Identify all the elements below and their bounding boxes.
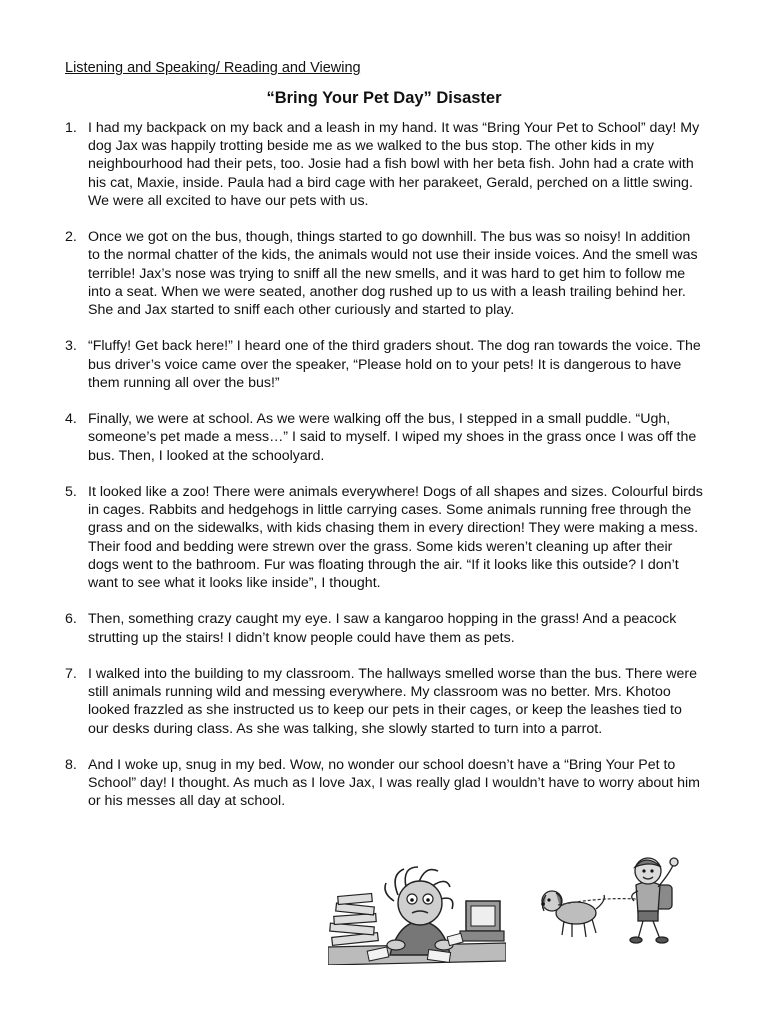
story-paragraph-8 bbox=[65, 756, 705, 811]
paragraph-number: 8. bbox=[65, 757, 77, 773]
paragraph-number: 6. bbox=[65, 611, 77, 628]
paragraph-number: 4. bbox=[65, 411, 77, 428]
paragraph-text: It looked like a zoo! There were animals everywhere! Dogs of all shapes and sizes. Colourful birds in cages. Rabbits and hedgehogs in little carrying cases. Some animals running free through the grass and on the sidewalks, with kids chasing them in every direction! They were making a mess. Their food and bedding were strewn over the grass. Some kids weren’t cleaning up after their dogs went to the bathroom. Fur was floating through the air. “If it looks like this outside? I don’t want to see what it looks like inside”, I thought. bbox=[88, 484, 703, 592]
boy-walking-dog-icon bbox=[540, 855, 690, 945]
story-paragraph-5 bbox=[65, 483, 705, 592]
story-paragraph-2 bbox=[65, 228, 705, 319]
paragraph-text: “Fluffy! Get back here!” I heard one of the third graders shout. The dog ran towards the voice. The bus driver’s voice came over the speaker, “Please hold on to your pets! It is dangerous to have them running all over the bus!” bbox=[88, 338, 701, 391]
paragraph-number: 5. bbox=[65, 484, 77, 500]
frazzled-person-at-desk-icon bbox=[328, 865, 506, 965]
paragraph-text: And I woke up, snug in my bed. Wow, no wonder our school doesn’t have a “Bring Your Pet to School” day! I thought. As much as I love Jax, I was really glad I wouldn’t have to worry about him or his messes all day at school. bbox=[88, 757, 700, 810]
paragraph-text: I walked into the building to my classroom. The hallways smelled worse than the bus. There were still animals running wild and messing everywhere. My classroom was no better. Mrs. Khotoo looked frazzled as she instructed us to keep our pets in their cages, or keep the leashes tied to our desks during class. As she was talking, she slowly started to turn into a parrot. bbox=[88, 666, 698, 737]
paragraph-number: 3. bbox=[65, 338, 77, 355]
story-list bbox=[65, 119, 705, 829]
paragraph-text: Finally, we were at school. As we were walking off the bus, I stepped in a small puddle. “Ugh, someone’s pet made a mess…” I said to myself. I wiped my shoes in the grass once I was off the bus. Then, I looked at the schoolyard. bbox=[88, 411, 697, 464]
story-paragraph-4 bbox=[65, 410, 705, 465]
paragraph-number: 1. bbox=[65, 120, 77, 136]
story-paragraph-1 bbox=[65, 119, 705, 210]
story-paragraph-3 bbox=[65, 337, 705, 392]
story-paragraph-7 bbox=[65, 665, 705, 738]
paragraph-text: I had my backpack on my back and a leash in my hand. It was “Bring Your Pet to School” day! My dog Jax was happily trotting beside me as we walked to the bus stop. The other kids in my neighbourhood had their pets, too. Josie had a fish bowl with her beta fish. John had a crate with his cat, Maxie, inside. Paula had a bird cage with her parakeet, Gerald, perched on a little swing. We were all excited to have our pets with us. bbox=[88, 120, 700, 209]
paragraph-number: 7. bbox=[65, 666, 77, 682]
story-paragraph-6 bbox=[65, 610, 705, 646]
paragraph-text: Once we got on the bus, though, things started to go downhill. The bus was so noisy! In addition to the normal chatter of the kids, the animals would not use their inside voices. And the smell was terrible! Jax’s nose was trying to sniff all the new smells, and it was hard to get him to follow me into a seat. When we were seated, another dog rushed up to us with a leash trailing behind her. She and Jax started to sniff each other curiously and started to play. bbox=[88, 229, 698, 319]
paragraph-text: Then, something crazy caught my eye. I saw a kangaroo hopping in the grass! And a peacock strutting up the stairs! I didn’t know people could have them as pets. bbox=[88, 611, 677, 646]
story-title: “Bring Your Pet Day” Disaster bbox=[266, 89, 502, 107]
subject-heading: Listening and Speaking/ Reading and Viewing bbox=[65, 60, 361, 76]
paragraph-number: 2. bbox=[65, 229, 77, 246]
